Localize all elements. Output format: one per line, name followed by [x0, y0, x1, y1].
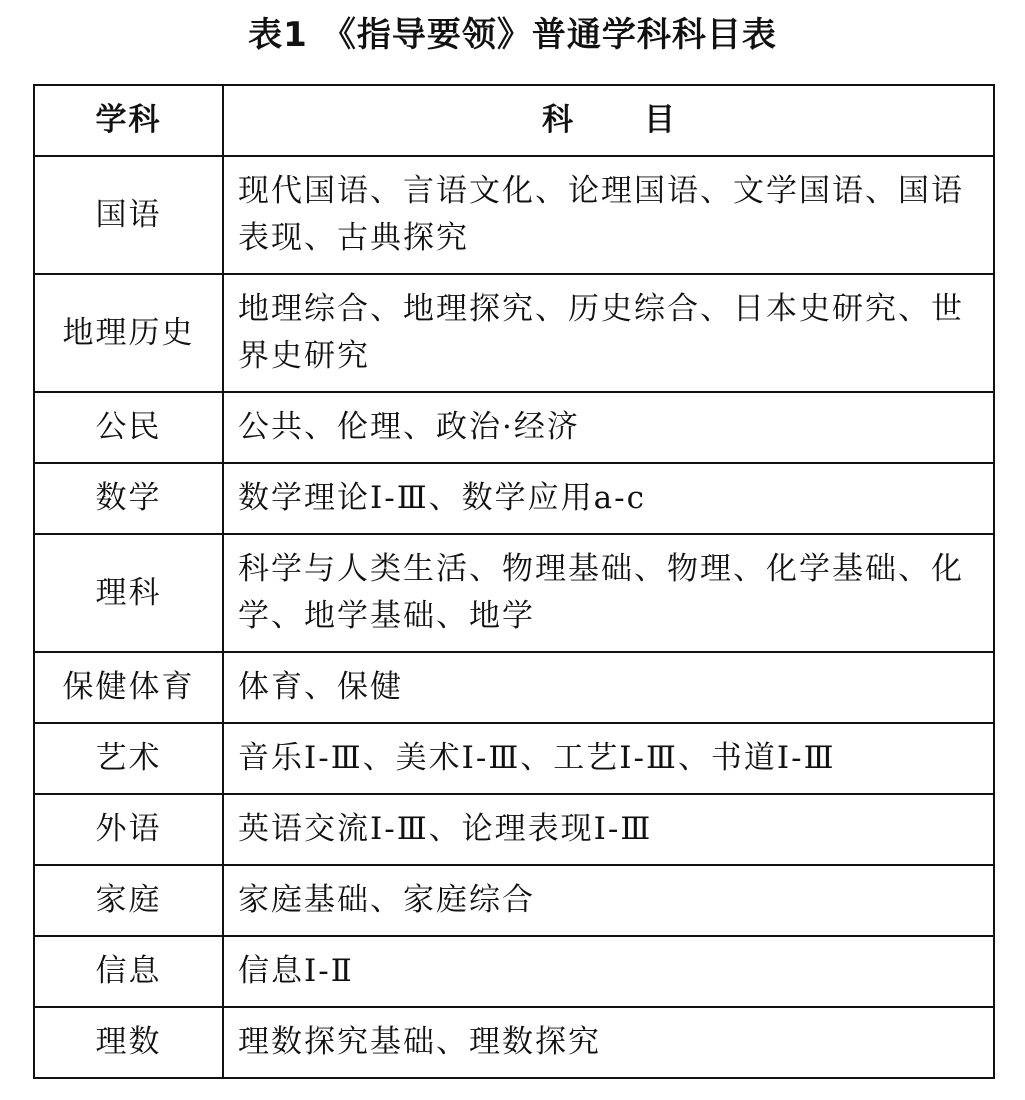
courses-cell: 英语交流Ⅰ-Ⅲ、论理表现Ⅰ-Ⅲ	[223, 794, 994, 865]
table-row	[34, 156, 994, 274]
courses-cell: 信息Ⅰ-Ⅱ	[223, 936, 994, 1007]
subject-area-cell: 地理历史	[34, 274, 223, 392]
header-row	[34, 85, 994, 156]
subject-table	[33, 84, 995, 1079]
courses-cell: 地理综合、地理探究、历史综合、日本史研究、世界史研究	[223, 274, 994, 392]
courses-cell: 公共、伦理、政治·经济	[223, 392, 994, 463]
table-row	[34, 723, 994, 794]
courses-cell: 家庭基础、家庭综合	[223, 865, 994, 936]
subject-area-cell: 公民	[34, 392, 223, 463]
courses-cell: 数学理论Ⅰ-Ⅲ、数学应用a-c	[223, 463, 994, 534]
courses-cell: 体育、保健	[223, 652, 994, 723]
subject-area-cell: 数学	[34, 463, 223, 534]
table-title: 《指导要领》普通学科科目表	[321, 15, 777, 55]
courses-cell: 现代国语、言语文化、论理国语、文学国语、国语表现、古典探究	[223, 156, 994, 274]
subject-area-cell: 艺术	[34, 723, 223, 794]
courses-cell: 理数探究基础、理数探究	[223, 1007, 994, 1078]
subject-area-cell: 外语	[34, 794, 223, 865]
table-row	[34, 936, 994, 1007]
courses-cell: 音乐Ⅰ-Ⅲ、美术Ⅰ-Ⅲ、工艺Ⅰ-Ⅲ、书道Ⅰ-Ⅲ	[223, 723, 994, 794]
subject-area-cell: 保健体育	[34, 652, 223, 723]
subject-area-cell: 信息	[34, 936, 223, 1007]
table-row	[34, 392, 994, 463]
subject-area-cell: 家庭	[34, 865, 223, 936]
header-courses: 科 目	[223, 85, 994, 156]
table-row	[34, 865, 994, 936]
table-row	[34, 652, 994, 723]
table-row	[34, 463, 994, 534]
courses-cell: 科学与人类生活、物理基础、物理、化学基础、化学、地学基础、地学	[223, 534, 994, 652]
table-row	[34, 1007, 994, 1078]
header-subject-area: 学科	[34, 85, 223, 156]
table-caption	[0, 10, 1025, 60]
subject-area-cell: 理数	[34, 1007, 223, 1078]
subject-area-cell: 理科	[34, 534, 223, 652]
table-row	[34, 274, 994, 392]
subject-area-cell: 国语	[34, 156, 223, 274]
table-row	[34, 794, 994, 865]
table-number: 表1	[248, 15, 308, 55]
table-row	[34, 534, 994, 652]
